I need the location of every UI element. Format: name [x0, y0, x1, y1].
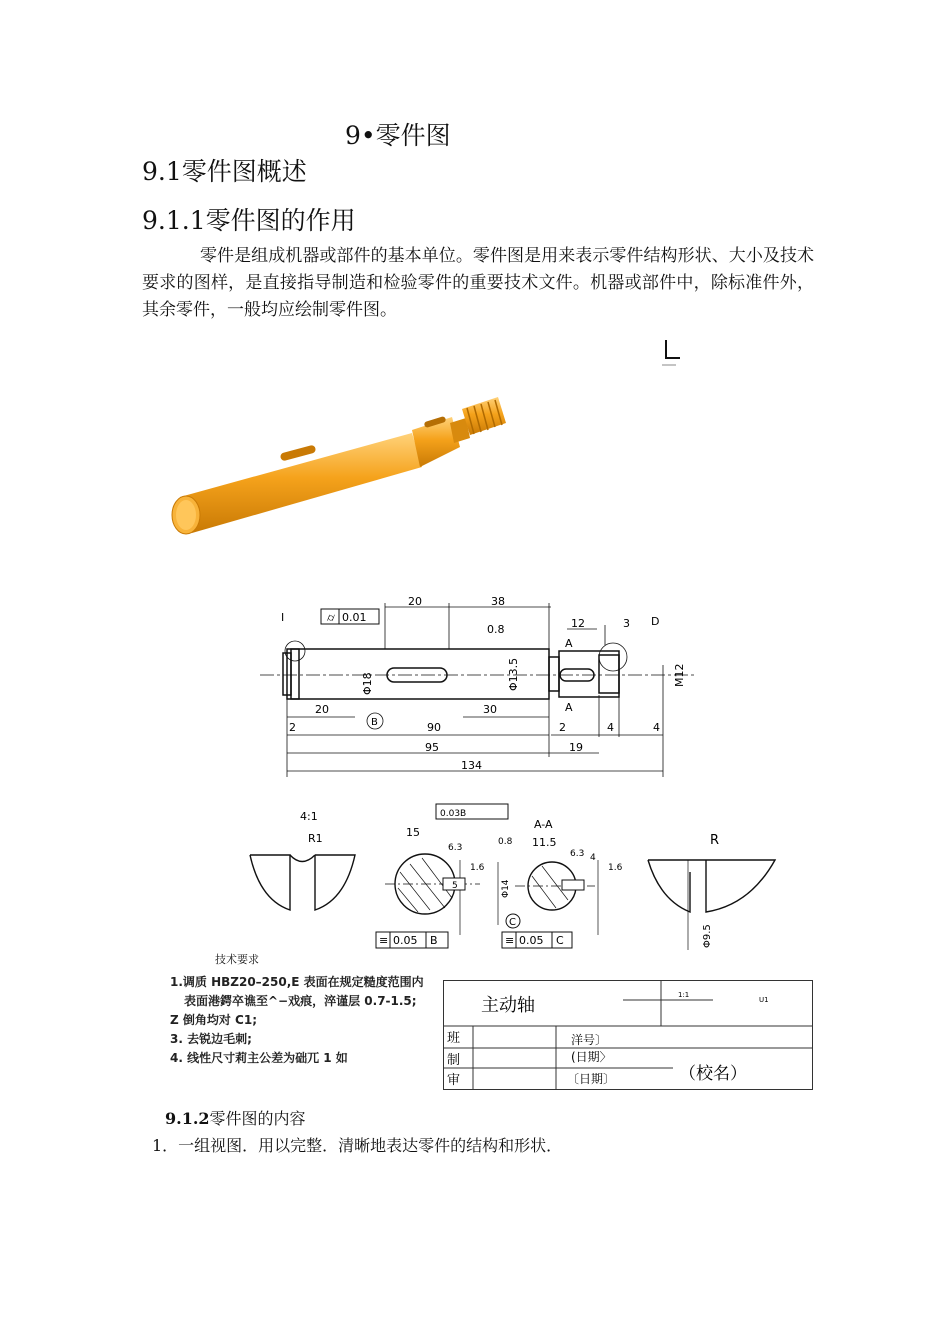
- detail-text: 11.5: [532, 836, 557, 849]
- tb-label: 审: [447, 1073, 461, 1088]
- dim-text: A: [565, 637, 573, 650]
- dim-text: 134: [461, 759, 482, 772]
- detail-text: B: [430, 934, 438, 947]
- note-item: 表面港鍔卒谯至^−戏痕，淬谨层 0.7-1.5;: [184, 994, 417, 1008]
- detail-text: 0.05: [519, 934, 544, 947]
- dim-text: B: [371, 717, 378, 728]
- part-name: 主动轴: [481, 995, 535, 1016]
- tb-value: 〔日期〕: [567, 1072, 616, 1086]
- note-item: Z 倒角均对 C1;: [170, 1013, 258, 1027]
- tb-value: 洋号〕: [571, 1033, 608, 1047]
- subsection2-title: [165, 1106, 306, 1129]
- detail-text: 0.03B: [440, 809, 467, 819]
- dim-text: 20: [408, 595, 422, 608]
- detail-text: 4:1: [300, 810, 318, 823]
- intro-paragraph: 零件是组成机器或部件的基本单位。零件图是用来表示零件结构形状、大小及技术要求的图样，是直接指导制造和检验零件的重要技术文件。机器或部件中，除标准件外，其余零件，一般均应绘制零件图。: [142, 246, 814, 320]
- title-block: [443, 980, 813, 1090]
- dim-text: 20: [315, 703, 329, 716]
- sheet-value: U1: [759, 996, 769, 1004]
- section-title: 9.1零件图概述: [142, 157, 307, 186]
- main-tol-value: 0.01: [342, 611, 367, 624]
- dim-text: 2: [289, 721, 296, 734]
- corner-mark: [660, 338, 682, 368]
- detail-text: 1.6: [470, 863, 485, 873]
- tech-requirements-label: 技术要求: [215, 953, 259, 966]
- dim-text: 90: [427, 721, 441, 734]
- detail-text: 6.3: [448, 843, 463, 853]
- detail-text: 0.05: [393, 934, 418, 947]
- dim-text: 4: [653, 721, 660, 734]
- svg-text:≡: ≡: [505, 934, 515, 947]
- detail-text: Φ14: [501, 879, 511, 898]
- dim-text: Φ13.5: [507, 657, 520, 691]
- detail-text: 0.8: [498, 837, 513, 847]
- note-item: 4. 线性尺寸莉主公差为础兀 1 如: [170, 1051, 348, 1065]
- detail-text: Φ9.5: [702, 924, 713, 948]
- subsection2-text: 零件图的内容: [209, 1109, 306, 1128]
- tb-label: 制: [447, 1053, 461, 1068]
- note-item: 1.调质 HBZ20–250,E 表面在规定糙度范围内: [170, 975, 424, 989]
- school-name: （校名）: [679, 1064, 747, 1084]
- main-view-drawing: [255, 595, 705, 785]
- dim-text: 95: [425, 741, 439, 754]
- dim-text: I: [281, 611, 285, 624]
- detail-text: R: [710, 833, 720, 848]
- dim-text: 19: [569, 741, 583, 754]
- detail-text: 4: [590, 853, 596, 863]
- subsection2-number: 9.1.2: [165, 1109, 210, 1128]
- detail-text: 1.6: [608, 863, 623, 873]
- detail-text: A-A: [534, 818, 553, 831]
- dim-text: 4: [607, 721, 614, 734]
- scale-value: 1:1: [678, 991, 690, 999]
- detail-text: 15: [406, 826, 420, 839]
- note-item: 3. 去锐边毛刺;: [170, 1032, 252, 1046]
- dim-text: M12: [673, 663, 686, 687]
- detail-views-drawing: [240, 800, 800, 960]
- dim-text: 2: [559, 721, 566, 734]
- dim-text: 30: [483, 703, 497, 716]
- subsection-title: 9.1.1零件图的作用: [142, 206, 356, 235]
- tech-notes: [170, 973, 424, 1068]
- tb-label: 班: [447, 1031, 461, 1046]
- dim-text: 0.8: [487, 623, 505, 636]
- dim-text: D: [651, 615, 660, 628]
- detail-text: C: [556, 934, 564, 947]
- svg-text:≡: ≡: [379, 934, 389, 947]
- dim-text: Φ18: [361, 672, 374, 695]
- dim-text: 38: [491, 595, 505, 608]
- dim-text: A: [565, 701, 573, 714]
- dim-text: 12: [571, 617, 585, 630]
- detail-text: 5: [452, 881, 458, 891]
- svg-text:⌭: ⌭: [327, 611, 335, 624]
- shaft-3d-image: [162, 385, 512, 545]
- detail-text: C: [509, 917, 516, 928]
- dim-text: 3: [623, 617, 630, 630]
- detail-text: 6.3: [570, 849, 585, 859]
- chapter-title: 9•零件图: [345, 121, 451, 150]
- list-item: 1．一组视图．用以完整．清晰地表达零件的结构和形状．: [152, 1136, 563, 1155]
- detail-text: R1: [308, 832, 323, 845]
- tb-value: (日期〉: [571, 1050, 612, 1064]
